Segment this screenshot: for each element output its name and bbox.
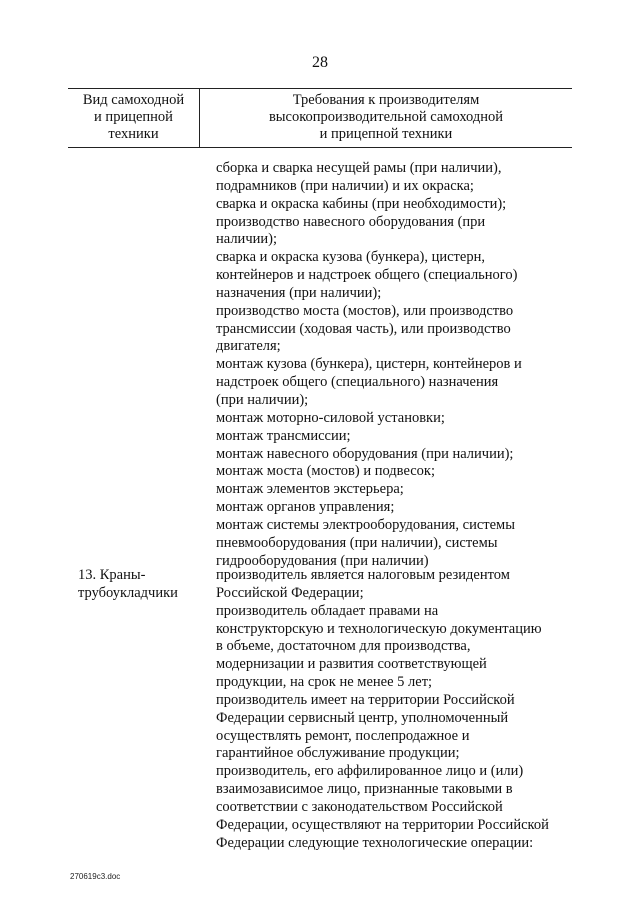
- requirement-line: гарантийное обслуживание продукции;: [216, 745, 460, 762]
- requirement-line: двигателя;: [216, 338, 281, 355]
- requirement-line: сварка и окраска кузова (бункера), цистерн,: [216, 249, 485, 266]
- requirement-line: надстроек общего (специального) назначения: [216, 374, 499, 391]
- requirement-line: соответствии с законодательством Российской: [216, 798, 503, 815]
- requirement-line: продукции, на срок не менее 5 лет;: [216, 674, 433, 691]
- requirement-line: (при наличии);: [216, 391, 309, 408]
- requirement-line: производитель является налоговым резидентом: [216, 567, 510, 583]
- table-header: [68, 88, 572, 148]
- requirement-line: в объеме, достаточном для производства,: [216, 638, 471, 655]
- requirement-line: производитель имеет на территории Российской: [216, 691, 515, 708]
- requirement-line: производство навесного оборудования (при: [216, 213, 486, 230]
- column-header-requirements: Требования к производителям высокопроизводительной самоходной и прицепной техники: [268, 92, 504, 142]
- requirement-line: Российской Федерации;: [216, 584, 364, 601]
- requirement-line: монтаж элементов экстерьера;: [216, 481, 404, 498]
- requirement-line: Федерации, осуществляют на территории Российской: [216, 816, 549, 833]
- requirement-line: конструкторскую и технологическую документацию: [216, 620, 542, 637]
- requirement-line: подрамников (при наличии) и их окраска;: [216, 177, 474, 194]
- requirement-line: монтаж кузова (бункера), цистерн, контейнеров и: [216, 356, 522, 373]
- requirement-line: производитель, его аффилированное лицо и (или): [216, 763, 524, 780]
- requirement-line: наличии);: [216, 231, 277, 248]
- requirement-line: монтаж моста (мостов) и подвесок;: [216, 463, 435, 480]
- section-title-pipelayer-cranes: 13. Краны- трубоукладчики: [78, 567, 178, 601]
- requirement-line: монтаж навесного оборудования (при наличии);: [216, 445, 514, 462]
- requirement-line: производитель обладает правами на: [216, 602, 439, 619]
- requirement-line: монтаж моторно-силовой установки;: [216, 409, 445, 426]
- requirement-line: сварка и окраска кабины (при необходимости);: [216, 195, 507, 212]
- page-number: 28: [312, 54, 328, 71]
- requirement-line: монтаж трансмиссии;: [216, 427, 351, 444]
- requirement-line: монтаж системы электрооборудования, системы: [216, 516, 515, 533]
- requirement-line: взаимозависимое лицо, признанные таковыми в: [216, 781, 513, 798]
- requirement-line: производство моста (мостов), или производство: [216, 302, 514, 319]
- section-requirements: [216, 567, 576, 853]
- column-header-vehicle-type: Вид самоходной и прицепной техники: [82, 92, 185, 142]
- requirement-line: контейнеров и надстроек общего (специального): [216, 267, 518, 284]
- requirement-line: гидрооборудования (при наличии): [216, 552, 429, 569]
- requirement-line: сборка и сварка несущей рамы (при наличии),: [216, 160, 502, 176]
- requirement-line: осуществлять ремонт, послепродажное и: [216, 727, 470, 744]
- requirement-line: Федерации следующие технологические операции:: [216, 834, 534, 851]
- requirement-line: монтаж органов управления;: [216, 499, 395, 516]
- requirement-line: назначения (при наличии);: [216, 284, 382, 301]
- requirement-line: пневмооборудования (при наличии), системы: [216, 534, 498, 551]
- requirement-line: модернизации и развития соответствующей: [216, 656, 487, 673]
- requirement-line: трансмиссии (ходовая часть), или производство: [216, 320, 511, 337]
- requirement-line: Федерации сервисный центр, уполномоченный: [216, 709, 509, 726]
- requirements-continuation: [216, 160, 576, 570]
- footer-file-id: 270619c3.doc: [70, 872, 121, 881]
